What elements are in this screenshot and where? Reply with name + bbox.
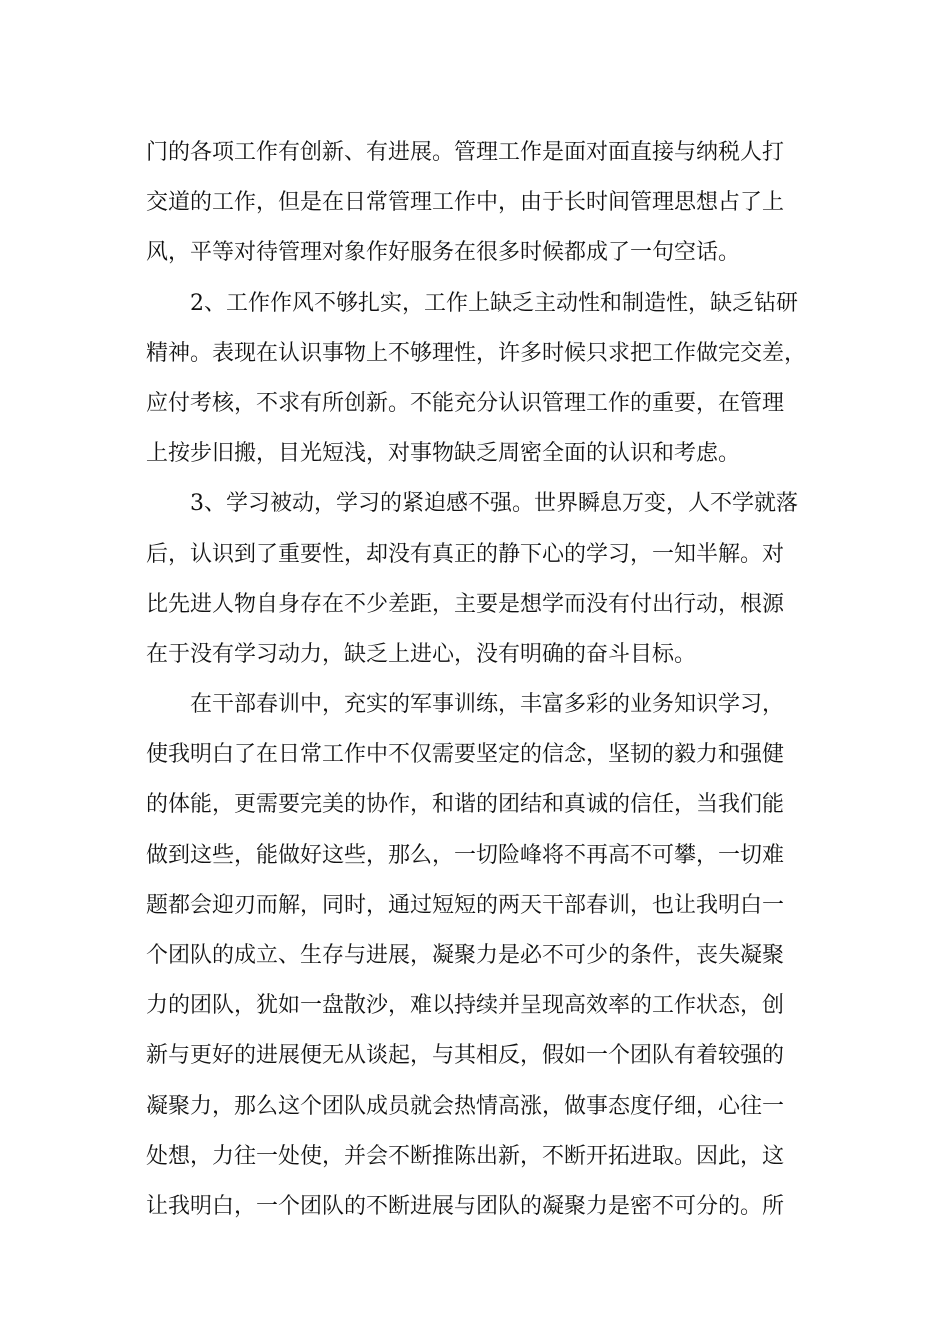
text-line: 交道的工作，但是在日常管理工作中，由于长时间管理思想占了上	[146, 190, 785, 216]
text-line: 个团队的成立、生存与进展，凝聚力是必不可少的条件，丧失凝聚	[146, 943, 785, 968]
text-line: 新与更好的进展便无从谈起，与其相反，假如一个团队有着较强的	[146, 1043, 785, 1069]
paragraph	[146, 279, 818, 480]
text-line: 上按步旧搬，目光短浅，对事物缺乏周密全面的认识和考虑。	[146, 441, 741, 467]
text-line: 凝聚力，那么这个团队成员就会热情高涨，做事态度仔细，心往一	[146, 1093, 785, 1119]
text-line: 题都会迎刃而解，同时，通过短短的两天干部春训，也让我明白一	[146, 892, 785, 918]
text-line: 3、学习被动，学习的紧迫感不强。世界瞬息万变，人不学就落	[190, 491, 798, 517]
text-line: 应付考核，不求有所创新。不能充分认识管理工作的重要，在管理	[146, 390, 785, 416]
text-line: 2、工作作风不够扎实，工作上缺乏主动性和制造性，缺乏钻研	[190, 290, 798, 316]
text-line: 风，平等对待管理对象作好服务在很多时候都成了一句空话。	[146, 240, 741, 266]
text-line: 在干部春训中，充实的军事训练，丰富多彩的业务知识学习，	[190, 692, 785, 718]
text-line: 处想，力往一处使，并会不断推陈出新，不断开拓进取。因此，这	[146, 1143, 785, 1169]
text-line: 让我明白，一个团队的不断进展与团队的凝聚力是密不可分的。所	[146, 1193, 785, 1219]
paragraph	[146, 680, 818, 1232]
text-line: 在于没有学习动力，缺乏上进心，没有明确的奋斗目标。	[146, 641, 697, 667]
text-line: 后，认识到了重要性，却没有真正的静下心的学习，一知半解。对	[146, 541, 785, 567]
body-text	[146, 128, 818, 1232]
text-line: 比先进人物自身存在不少差距，主要是想学而没有付出行动，根源	[146, 591, 785, 617]
text-line: 使我明白了在日常工作中不仅需要坚定的信念，坚韧的毅力和强健	[146, 742, 785, 768]
paragraph	[146, 479, 818, 680]
text-line: 做到这些，能做好这些，那么，一切险峰将不再高不可攀，一切难	[146, 842, 785, 868]
text-line: 门的各项工作有创新、有进展。管理工作是面对面直接与纳税人打	[146, 140, 785, 165]
text-line: 精神。表现在认识事物上不够理性，许多时候只求把工作做完交差，	[146, 340, 807, 366]
text-line: 力的团队，犹如一盘散沙，难以持续并呈现高效率的工作状态，创	[146, 993, 785, 1019]
paragraph	[146, 128, 818, 279]
text-line: 的体能，更需要完美的协作，和谐的团结和真诚的信任，当我们能	[146, 792, 785, 818]
